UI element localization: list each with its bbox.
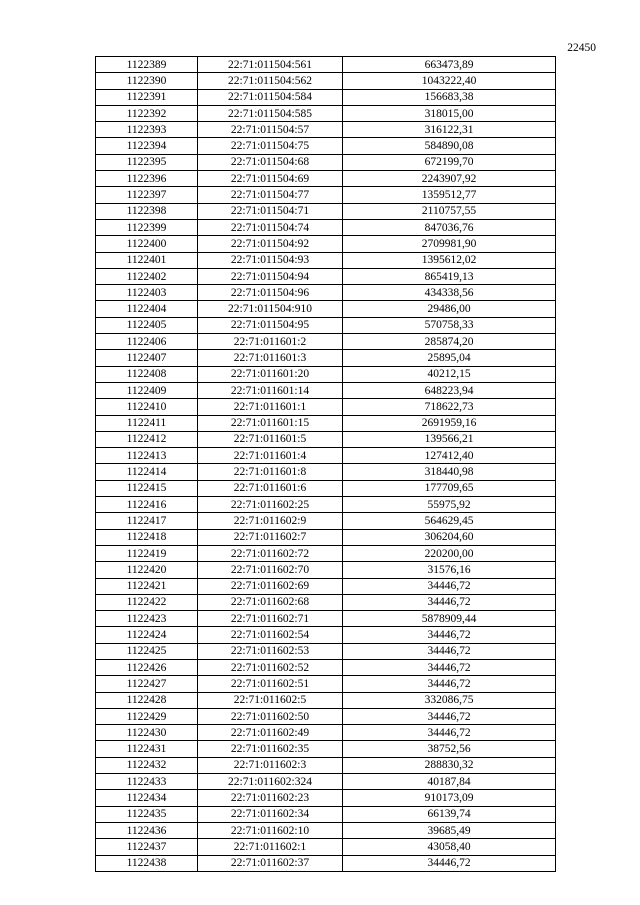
table-row: [96, 73, 556, 89]
cadastral-value-cell: 2110757,55: [343, 203, 556, 219]
table-row: [96, 431, 556, 447]
row-number-cell: 1122435: [96, 806, 198, 822]
cadastral-value-cell: 34446,72: [343, 578, 556, 594]
table-row: [96, 529, 556, 545]
row-number-cell: 1122425: [96, 643, 198, 659]
table-row: [96, 855, 556, 871]
table-row: [96, 89, 556, 105]
table-row: [96, 122, 556, 138]
cadastral-value-cell: 177709,65: [343, 480, 556, 496]
table-row: [96, 643, 556, 659]
cadastral-number-cell: 22:71:011504:68: [198, 154, 343, 170]
row-number-cell: 1122406: [96, 334, 198, 350]
cadastral-value-cell: 156683,38: [343, 89, 556, 105]
table-row: [96, 105, 556, 121]
cadastral-value-cell: 43058,40: [343, 839, 556, 855]
cadastral-number-cell: 22:71:011602:35: [198, 741, 343, 757]
row-number-cell: 1122409: [96, 382, 198, 398]
cadastral-value-cell: 648223,94: [343, 382, 556, 398]
row-number-cell: 1122413: [96, 448, 198, 464]
table-row: [96, 171, 556, 187]
row-number-cell: 1122411: [96, 415, 198, 431]
cadastral-value-table: [95, 56, 556, 872]
row-number-cell: 1122394: [96, 138, 198, 154]
table-row: [96, 138, 556, 154]
cadastral-number-cell: 22:71:011504:93: [198, 252, 343, 268]
cadastral-number-cell: 22:71:011602:25: [198, 497, 343, 513]
row-number-cell: 1122421: [96, 578, 198, 594]
cadastral-number-cell: 22:71:011601:8: [198, 464, 343, 480]
cadastral-number-cell: 22:71:011602:1: [198, 839, 343, 855]
row-number-cell: 1122403: [96, 285, 198, 301]
table-row: [96, 334, 556, 350]
row-number-cell: 1122424: [96, 627, 198, 643]
cadastral-number-cell: 22:71:011602:49: [198, 725, 343, 741]
row-number-cell: 1122405: [96, 317, 198, 333]
table-body: [96, 57, 556, 872]
row-number-cell: 1122404: [96, 301, 198, 317]
cadastral-value-cell: 220200,00: [343, 545, 556, 561]
cadastral-value-cell: 34446,72: [343, 659, 556, 675]
cadastral-number-cell: 22:71:011602:52: [198, 659, 343, 675]
cadastral-value-cell: 910173,09: [343, 790, 556, 806]
cadastral-number-cell: 22:71:011602:68: [198, 594, 343, 610]
page-number: 22450: [567, 42, 596, 54]
cadastral-number-cell: 22:71:011602:7: [198, 529, 343, 545]
cadastral-number-cell: 22:71:011602:9: [198, 513, 343, 529]
table-row: [96, 611, 556, 627]
table-row: [96, 578, 556, 594]
cadastral-value-cell: 38752,56: [343, 741, 556, 757]
row-number-cell: 1122414: [96, 464, 198, 480]
row-number-cell: 1122429: [96, 708, 198, 724]
cadastral-value-cell: 332086,75: [343, 692, 556, 708]
cadastral-number-cell: 22:71:011504:92: [198, 236, 343, 252]
cadastral-value-cell: 34446,72: [343, 676, 556, 692]
cadastral-number-cell: 22:71:011504:69: [198, 171, 343, 187]
cadastral-number-cell: 22:71:011504:584: [198, 89, 343, 105]
cadastral-number-cell: 22:71:011504:96: [198, 285, 343, 301]
table-row: [96, 203, 556, 219]
row-number-cell: 1122427: [96, 676, 198, 692]
row-number-cell: 1122418: [96, 529, 198, 545]
row-number-cell: 1122419: [96, 545, 198, 561]
cadastral-number-cell: 22:71:011601:1: [198, 399, 343, 415]
cadastral-value-cell: 288830,32: [343, 757, 556, 773]
table-row: [96, 692, 556, 708]
table-row: [96, 839, 556, 855]
table-row: [96, 659, 556, 675]
row-number-cell: 1122431: [96, 741, 198, 757]
row-number-cell: 1122391: [96, 89, 198, 105]
row-number-cell: 1122410: [96, 399, 198, 415]
row-number-cell: 1122396: [96, 171, 198, 187]
row-number-cell: 1122428: [96, 692, 198, 708]
cadastral-value-cell: 316122,31: [343, 122, 556, 138]
cadastral-value-cell: 40212,15: [343, 366, 556, 382]
cadastral-value-cell: 34446,72: [343, 594, 556, 610]
cadastral-number-cell: 22:71:011601:3: [198, 350, 343, 366]
row-number-cell: 1122398: [96, 203, 198, 219]
cadastral-number-cell: 22:71:011601:6: [198, 480, 343, 496]
cadastral-value-cell: 847036,76: [343, 219, 556, 235]
table-row: [96, 774, 556, 790]
cadastral-value-cell: 584890,08: [343, 138, 556, 154]
cadastral-value-cell: 1395612,02: [343, 252, 556, 268]
table-row: [96, 187, 556, 203]
cadastral-value-cell: 1043222,40: [343, 73, 556, 89]
cadastral-number-cell: 22:71:011601:14: [198, 382, 343, 398]
cadastral-value-cell: 318015,00: [343, 105, 556, 121]
cadastral-number-cell: 22:71:011504:910: [198, 301, 343, 317]
table-row: [96, 268, 556, 284]
cadastral-value-cell: 34446,72: [343, 627, 556, 643]
row-number-cell: 1122393: [96, 122, 198, 138]
table-row: [96, 448, 556, 464]
row-number-cell: 1122430: [96, 725, 198, 741]
row-number-cell: 1122438: [96, 855, 198, 871]
row-number-cell: 1122420: [96, 562, 198, 578]
cadastral-number-cell: 22:71:011602:37: [198, 855, 343, 871]
cadastral-number-cell: 22:71:011504:585: [198, 105, 343, 121]
cadastral-value-cell: 865419,13: [343, 268, 556, 284]
table-row: [96, 708, 556, 724]
table-row: [96, 219, 556, 235]
row-number-cell: 1122412: [96, 431, 198, 447]
cadastral-number-cell: 22:71:011601:15: [198, 415, 343, 431]
cadastral-value-cell: 40187,84: [343, 774, 556, 790]
cadastral-number-cell: 22:71:011504:95: [198, 317, 343, 333]
table-row: [96, 366, 556, 382]
table-row: [96, 741, 556, 757]
table-row: [96, 399, 556, 415]
cadastral-value-cell: 672199,70: [343, 154, 556, 170]
cadastral-value-cell: 29486,00: [343, 301, 556, 317]
table-row: [96, 594, 556, 610]
cadastral-number-cell: 22:71:011504:94: [198, 268, 343, 284]
row-number-cell: 1122397: [96, 187, 198, 203]
cadastral-number-cell: 22:71:011602:10: [198, 822, 343, 838]
cadastral-value-cell: 564629,45: [343, 513, 556, 529]
cadastral-number-cell: 22:71:011601:5: [198, 431, 343, 447]
cadastral-number-cell: 22:71:011602:324: [198, 774, 343, 790]
row-number-cell: 1122399: [96, 219, 198, 235]
cadastral-number-cell: 22:71:011601:4: [198, 448, 343, 464]
row-number-cell: 1122392: [96, 105, 198, 121]
table-row: [96, 415, 556, 431]
cadastral-value-cell: 31576,16: [343, 562, 556, 578]
cadastral-value-cell: 285874,20: [343, 334, 556, 350]
cadastral-value-cell: 2709981,90: [343, 236, 556, 252]
cadastral-number-cell: 22:71:011602:23: [198, 790, 343, 806]
row-number-cell: 1122437: [96, 839, 198, 855]
row-number-cell: 1122426: [96, 659, 198, 675]
row-number-cell: 1122415: [96, 480, 198, 496]
row-number-cell: 1122400: [96, 236, 198, 252]
table-row: [96, 757, 556, 773]
cadastral-number-cell: 22:71:011602:69: [198, 578, 343, 594]
cadastral-value-cell: 34446,72: [343, 725, 556, 741]
row-number-cell: 1122407: [96, 350, 198, 366]
row-number-cell: 1122389: [96, 57, 198, 73]
cadastral-value-cell: 570758,33: [343, 317, 556, 333]
table-row: [96, 236, 556, 252]
cadastral-number-cell: 22:71:011504:74: [198, 219, 343, 235]
cadastral-value-cell: 663473,89: [343, 57, 556, 73]
cadastral-number-cell: 22:71:011602:53: [198, 643, 343, 659]
table-row: [96, 790, 556, 806]
cadastral-number-cell: 22:71:011504:77: [198, 187, 343, 203]
cadastral-value-cell: 306204,60: [343, 529, 556, 545]
table-row: [96, 317, 556, 333]
table-row: [96, 497, 556, 513]
table-row: [96, 513, 556, 529]
table-row: [96, 464, 556, 480]
row-number-cell: 1122423: [96, 611, 198, 627]
cadastral-number-cell: 22:71:011601:20: [198, 366, 343, 382]
cadastral-number-cell: 22:71:011602:50: [198, 708, 343, 724]
table-row: [96, 350, 556, 366]
row-number-cell: 1122416: [96, 497, 198, 513]
cadastral-number-cell: 22:71:011602:72: [198, 545, 343, 561]
row-number-cell: 1122417: [96, 513, 198, 529]
table-row: [96, 822, 556, 838]
cadastral-number-cell: 22:71:011504:562: [198, 73, 343, 89]
cadastral-value-cell: 139566,21: [343, 431, 556, 447]
cadastral-value-cell: 39685,49: [343, 822, 556, 838]
table-row: [96, 480, 556, 496]
cadastral-number-cell: 22:71:011601:2: [198, 334, 343, 350]
row-number-cell: 1122434: [96, 790, 198, 806]
row-number-cell: 1122432: [96, 757, 198, 773]
cadastral-number-cell: 22:71:011602:70: [198, 562, 343, 578]
cadastral-number-cell: 22:71:011602:5: [198, 692, 343, 708]
row-number-cell: 1122422: [96, 594, 198, 610]
row-number-cell: 1122402: [96, 268, 198, 284]
cadastral-number-cell: 22:71:011602:51: [198, 676, 343, 692]
cadastral-value-cell: 34446,72: [343, 708, 556, 724]
cadastral-value-cell: 434338,56: [343, 285, 556, 301]
cadastral-value-cell: 55975,92: [343, 497, 556, 513]
row-number-cell: 1122408: [96, 366, 198, 382]
cadastral-number-cell: 22:71:011504:71: [198, 203, 343, 219]
cadastral-value-cell: 1359512,77: [343, 187, 556, 203]
table-row: [96, 285, 556, 301]
table-row: [96, 676, 556, 692]
cadastral-value-cell: 318440,98: [343, 464, 556, 480]
cadastral-number-cell: 22:71:011504:57: [198, 122, 343, 138]
cadastral-value-cell: 2243907,92: [343, 171, 556, 187]
table-row: [96, 627, 556, 643]
cadastral-value-cell: 66139,74: [343, 806, 556, 822]
cadastral-number-cell: 22:71:011504:561: [198, 57, 343, 73]
table-row: [96, 57, 556, 73]
table-row: [96, 154, 556, 170]
table-row: [96, 252, 556, 268]
cadastral-value-cell: 718622,73: [343, 399, 556, 415]
cadastral-number-cell: 22:71:011602:3: [198, 757, 343, 773]
table-row: [96, 382, 556, 398]
cadastral-number-cell: 22:71:011504:75: [198, 138, 343, 154]
row-number-cell: 1122395: [96, 154, 198, 170]
row-number-cell: 1122401: [96, 252, 198, 268]
cadastral-value-cell: 127412,40: [343, 448, 556, 464]
cadastral-number-cell: 22:71:011602:34: [198, 806, 343, 822]
cadastral-value-cell: 5878909,44: [343, 611, 556, 627]
table-row: [96, 806, 556, 822]
row-number-cell: 1122390: [96, 73, 198, 89]
cadastral-value-cell: 25895,04: [343, 350, 556, 366]
table-row: [96, 545, 556, 561]
row-number-cell: 1122436: [96, 822, 198, 838]
table-row: [96, 562, 556, 578]
cadastral-value-cell: 2691959,16: [343, 415, 556, 431]
cadastral-value-cell: 34446,72: [343, 855, 556, 871]
cadastral-number-cell: 22:71:011602:71: [198, 611, 343, 627]
row-number-cell: 1122433: [96, 774, 198, 790]
cadastral-number-cell: 22:71:011602:54: [198, 627, 343, 643]
cadastral-value-cell: 34446,72: [343, 643, 556, 659]
table-row: [96, 301, 556, 317]
table-row: [96, 725, 556, 741]
